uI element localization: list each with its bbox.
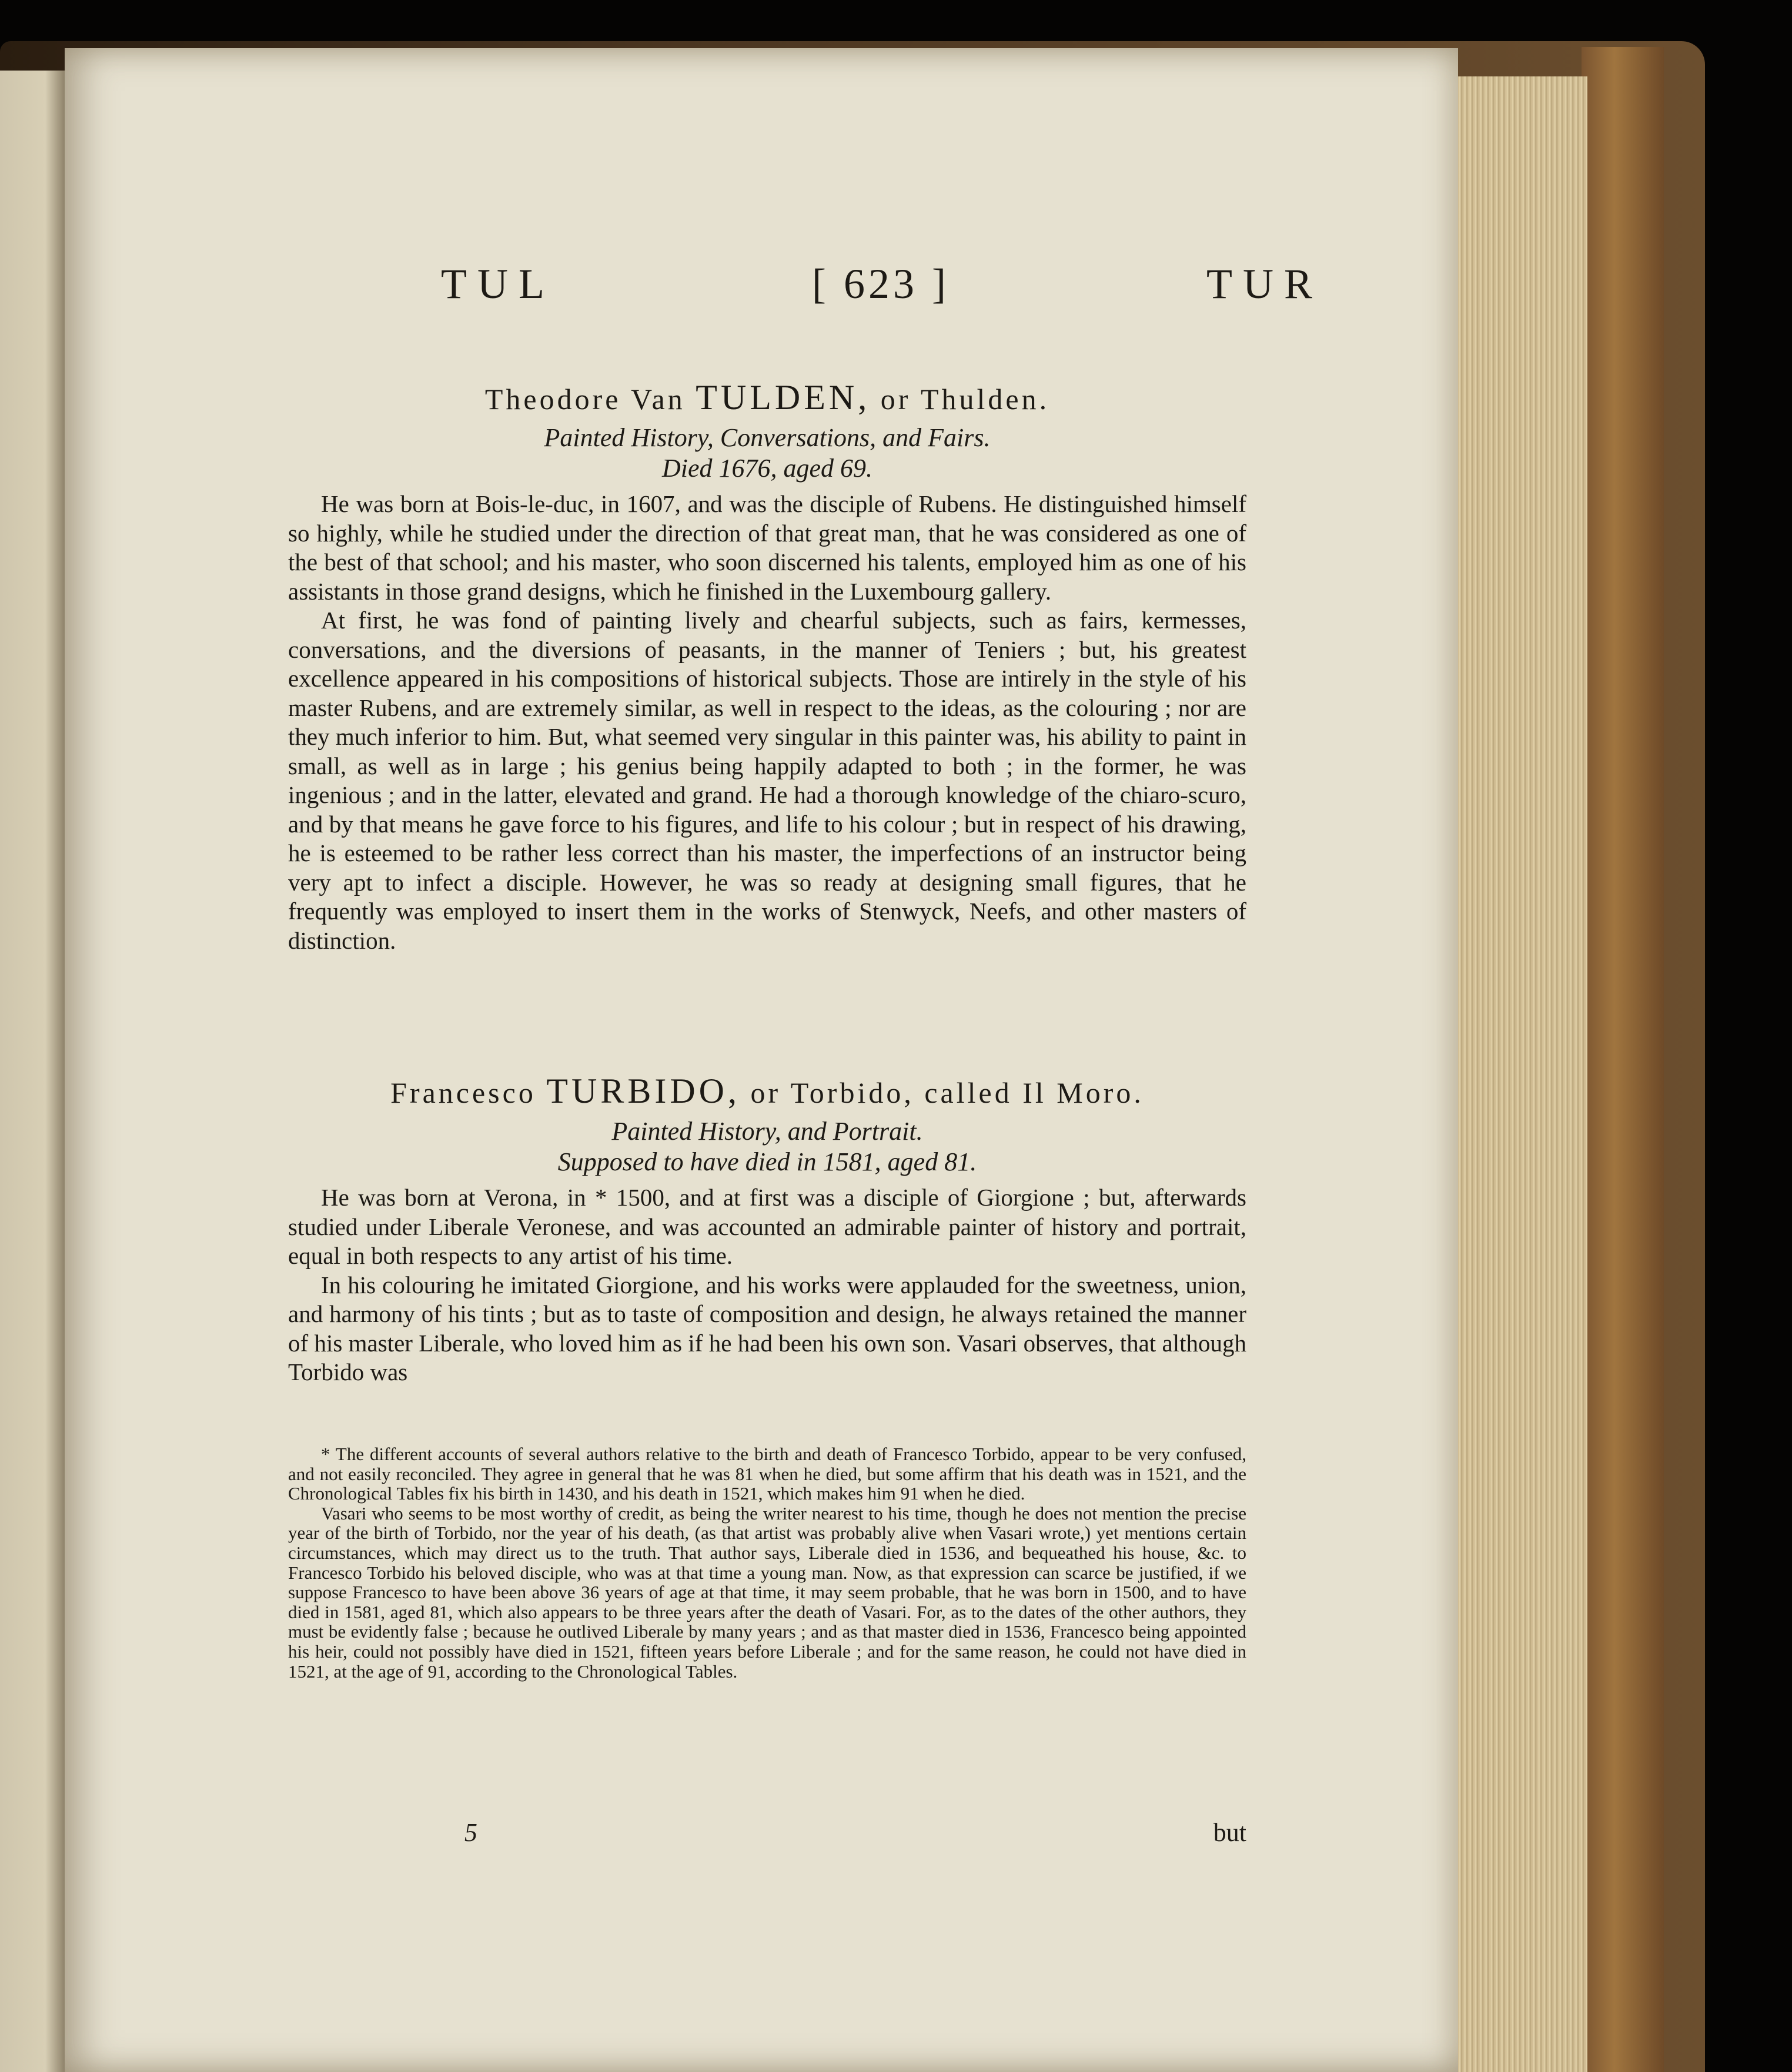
previous-page-edge — [0, 71, 65, 2072]
header-right: TUR — [1206, 260, 1323, 307]
entry-died: Died 1676, aged 69. — [661, 454, 873, 483]
page-edges — [1458, 76, 1587, 2072]
entry-painted: Painted History, Conversations, and Fairs. — [544, 423, 991, 452]
page-number: [ 623 ] — [812, 260, 950, 307]
entry-turbido — [288, 1071, 1246, 1387]
entry-title-prefix: Francesco — [390, 1076, 547, 1109]
entry-title — [288, 1071, 1246, 1112]
entry-paragraph: In his colouring he imitated Giorgione, and his works were applauded for the sweetness, union, and harmony of his tints ; but as to taste of composition and design, he always retained the manner of his master Liberale, who loved him as if he had been his own son. Vasari observes, that although Torbido was — [288, 1271, 1246, 1385]
book-page — [65, 48, 1458, 2072]
entry-title — [288, 377, 1246, 418]
book-spine — [1582, 47, 1664, 2072]
entry-painted: Painted History, and Portrait. — [611, 1117, 923, 1146]
entry-died: Supposed to have died in 1581, aged 81. — [557, 1147, 977, 1176]
footnote: * The different accounts of several authors relative to the birth and death of Francesco Torbido, appear to be very confused, and not easily reconciled. They agree in general that he was 81 when he died, but some affirm that his death was in 1521, and the Chronological Tables fix his birth in 1430, and his death in 1521, which makes him 91 when he died. — [288, 1444, 1246, 1504]
entry-tulden — [288, 377, 1246, 955]
entry-title-prefix: Theodore Van — [484, 383, 696, 416]
running-header — [441, 260, 1323, 309]
footnote: Vasari who seems to be most worthy of credit, as being the writer nearest to his time, though he does not mention the precise year of the birth of Torbido, nor the year of his death, (as that artist was probably alive when Vasari wrote,) yet mentions certain circumstances, which may direct us to the truth. That author says, Liberale died in 1536, and bequeathed his house, &c. to Francesco Torbido his beloved disciple, who was at that time a young man. Now, as that expression can scarce be justified, if we suppose Francesco to have been above 36 years of age at that time, it may seem probable, that he was born in 1500, and to have died in 1581, aged 81, which also appears to be three years after the death of Vasari. For, as to the dates of the other authors, they must be evidently false ; because he outlived Liberale by many years ; and as that master died in 1536, Francesco being appointed his heir, could not possibly have died in 1521, fifteen years before Liberale ; and for the same reason, he could not have died in 1521, at the age of 91, according to the Chronological Tables. — [288, 1502, 1246, 1682]
entry-paragraph: At first, he was fond of painting lively and chearful subjects, such as fairs, kermesses, conversations, and the diversions of peasants, in the manner of Teniers ; but, his greatest excellence appeared in his compositions of historical subjects. Those are intirely in the style of his master Rubens, and are extremely similar, as well in respect to the ideas, as the colouring ; nor are they much inferior to him. But, what seemed very singular in this painter was, his ability to paint in small, as well as in large ; his genius being happily adapted to both ; in the former, he was ingenious ; and in the latter, elevated and grand. He had a thorough knowledge of the chiaro-scuro, and by that means he gave force to his figures, and life to his colour ; but in respect of his drawing, he is esteemed to be rather less correct than his master, the imperfections of an instructor being very apt to infect a disciple. However, he was so ready at designing small figures, that he frequently was employed to insert them in the works of Stenwyck, Neefs, and other masters of distinction. — [288, 607, 1246, 954]
header-left: TUL — [441, 260, 555, 307]
entry-title-name: TURBIDO, — [546, 1072, 740, 1110]
footnotes — [288, 1444, 1246, 1681]
entry-title-suffix: or Thulden. — [870, 383, 1050, 416]
entry-title-suffix: or Torbido, called Il Moro. — [740, 1076, 1144, 1109]
signature-mark: 5 — [464, 1818, 477, 1847]
entry-title-name: TULDEN, — [696, 378, 871, 417]
entry-paragraph: He was born at Verona, in * 1500, and at first was a disciple of Giorgione ; but, afterwards studied under Liberale Veronese, and was accounted an admirable painter of history and portrait, equal in both respects to any artist of his time. — [288, 1184, 1246, 1269]
entry-paragraph: He was born at Bois-le-duc, in 1607, and was the disciple of Rubens. He distinguished himself so highly, while he studied under the direction of that great man, that he was considered as one of the best of that school; and his master, who soon discerned his talents, employed him as one of his assistants in those grand designs, which he finished in the Luxembourg gallery. — [288, 490, 1246, 605]
catchword: but — [1213, 1818, 1246, 1847]
page-foot — [288, 1817, 1246, 1847]
text-block — [288, 48, 1323, 2072]
